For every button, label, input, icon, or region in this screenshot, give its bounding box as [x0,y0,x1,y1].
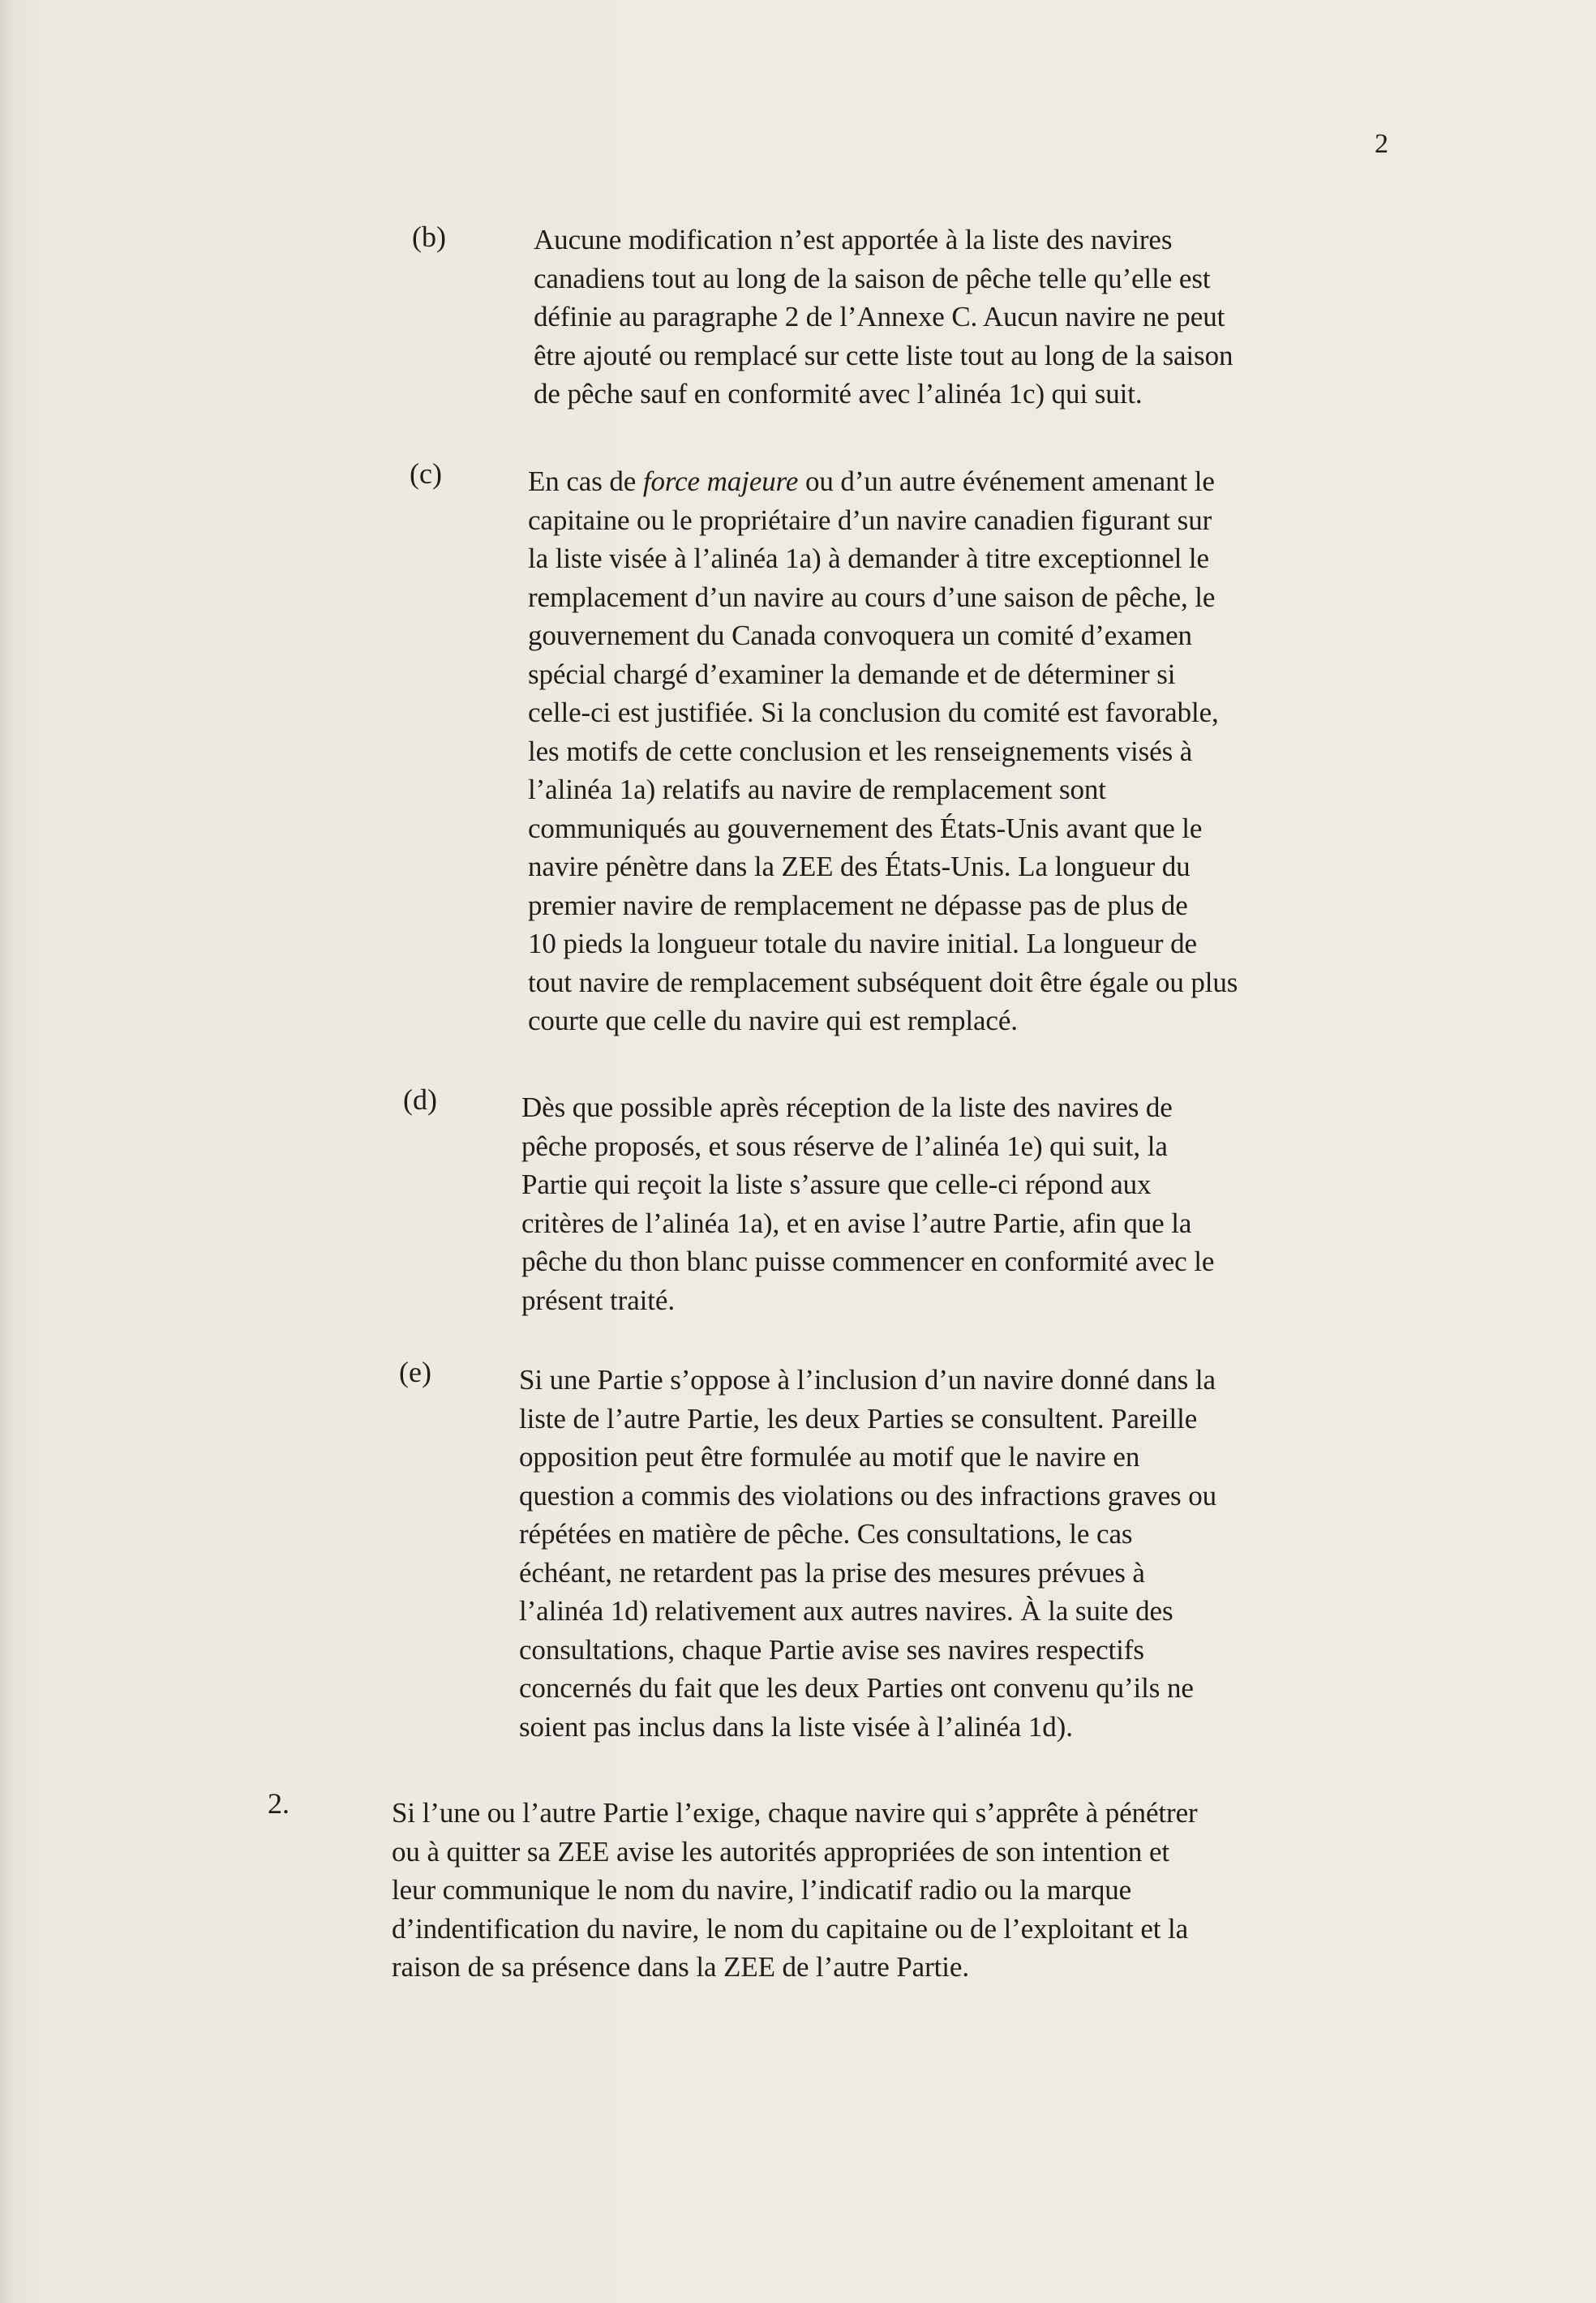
text-line: spécial chargé d’examiner la demande et de déterminer si [528,658,1176,690]
text-line: échéant, ne retardent pas la prise des mesures prévues à [519,1556,1145,1589]
text-line: gouvernement du Canada convoquera un comité d’examen [528,620,1192,651]
text-line: question a commis des violations ou des infractions graves ou [519,1479,1216,1512]
text-line: les motifs de cette conclusion et les renseignements visés à [528,735,1193,767]
text-line: la liste visée à l’alinéa 1a) à demander à titre exceptionnel le [528,543,1209,574]
text-line: répétées en matière de pêche. Ces consultations, le cas [519,1518,1133,1550]
text-line: pêche proposés, et sous réserve de l’alinéa 1e) qui suit, la [521,1130,1168,1162]
text-line: l’alinéa 1a) relatifs au navire de remplacement sont [528,774,1106,805]
clause-label: (c) [410,457,442,490]
text-line: Si une Partie s’oppose à l’inclusion d’un navire donné dans la [519,1364,1216,1396]
text-line: définie au paragraphe 2 de l’Annexe C. Aucun navire ne peut [534,301,1225,332]
text-line: l’alinéa 1d) relativement aux autres navires. À la suite des [519,1595,1173,1627]
clause-text [534,221,1233,414]
bleed-through-texture [1216,203,1444,2230]
clause-label: (d) [403,1083,437,1116]
clause-text [521,1088,1214,1319]
text-line: présent traité. [521,1284,675,1316]
text-line [528,462,1238,501]
text-line: canadiens tout au long de la saison de pêche telle qu’elle est [534,262,1211,294]
text-line: pêche du thon blanc puisse commencer en conformité avec le [521,1246,1215,1277]
text-line: être ajouté ou remplacé sur cette liste tout au long de la saison [534,339,1233,371]
text-line: Si l’une ou l’autre Partie l’exige, chaque navire qui s’apprête à pénétrer [392,1797,1198,1829]
text-line: capitaine ou le propriétaire d’un navire canadien figurant sur [528,504,1212,536]
text-line: remplacement d’un navire au cours d’une saison de pêche, le [528,581,1216,613]
text-line: de pêche sauf en conformité avec l’alinéa 1c) qui suit. [534,378,1143,410]
text-line: concernés du fait que les deux Parties ont convenu qu’ils ne [519,1672,1194,1704]
text-line: premier navire de remplacement ne dépasse pas de plus de [528,889,1188,921]
paragraph-text [392,1794,1198,1987]
text-line: 10 pieds la longueur totale du navire initial. La longueur de [528,928,1197,959]
text-line: leur communique le nom du navire, l’indicatif radio ou la marque [392,1874,1132,1906]
text-line: consultations, chaque Partie avise ses navires respectifs [519,1633,1144,1666]
text-line: ou à quitter sa ZEE avise les autorités appropriées de son intention et [392,1835,1170,1868]
clause-text [528,462,1238,1040]
text-line: celle-ci est justifiée. Si la conclusion du comité est favorable, [528,697,1219,728]
text-line: courte que celle du navire qui est remplacé. [528,1005,1018,1036]
text-line: Dès que possible après réception de la liste des navires de [521,1091,1173,1123]
text-line: navire pénètre dans la ZEE des États-Unis. La longueur du [528,851,1191,882]
text-line: d’indentification du navire, le nom du capitaine ou de l’exploitant et la [392,1912,1189,1945]
text-fragment: ou d’un autre événement amenant le [798,465,1215,497]
page-number: 2 [1375,129,1388,159]
clause-text [519,1361,1216,1746]
text-line: critères de l’alinéa 1a), et en avise l’autre Partie, afin que la [521,1207,1192,1239]
text-line: soient pas inclus dans la liste visée à l’alinéa 1d). [519,1710,1073,1743]
text-line: raison de sa présence dans la ZEE de l’autre Partie. [392,1951,969,1983]
text-line: communiqués au gouvernement des États-Unis avant que le [528,812,1203,844]
paragraph-number: 2. [268,1787,290,1820]
text-fragment: En cas de [528,465,643,497]
text-line: Partie qui reçoit la liste s’assure que celle-ci répond aux [521,1169,1152,1200]
text-line: Aucune modification n’est apportée à la liste des navires [534,224,1173,255]
text-line: liste de l’autre Partie, les deux Parties se consultent. Pareille [519,1402,1198,1435]
text-line: opposition peut être formulée au motif que le navire en [519,1441,1140,1473]
italic-term: force majeure [642,465,799,497]
clause-label: (b) [412,221,446,253]
text-line: tout navire de remplacement subséquent doit être égale ou plus [528,966,1238,998]
clause-label: (e) [399,1356,431,1388]
